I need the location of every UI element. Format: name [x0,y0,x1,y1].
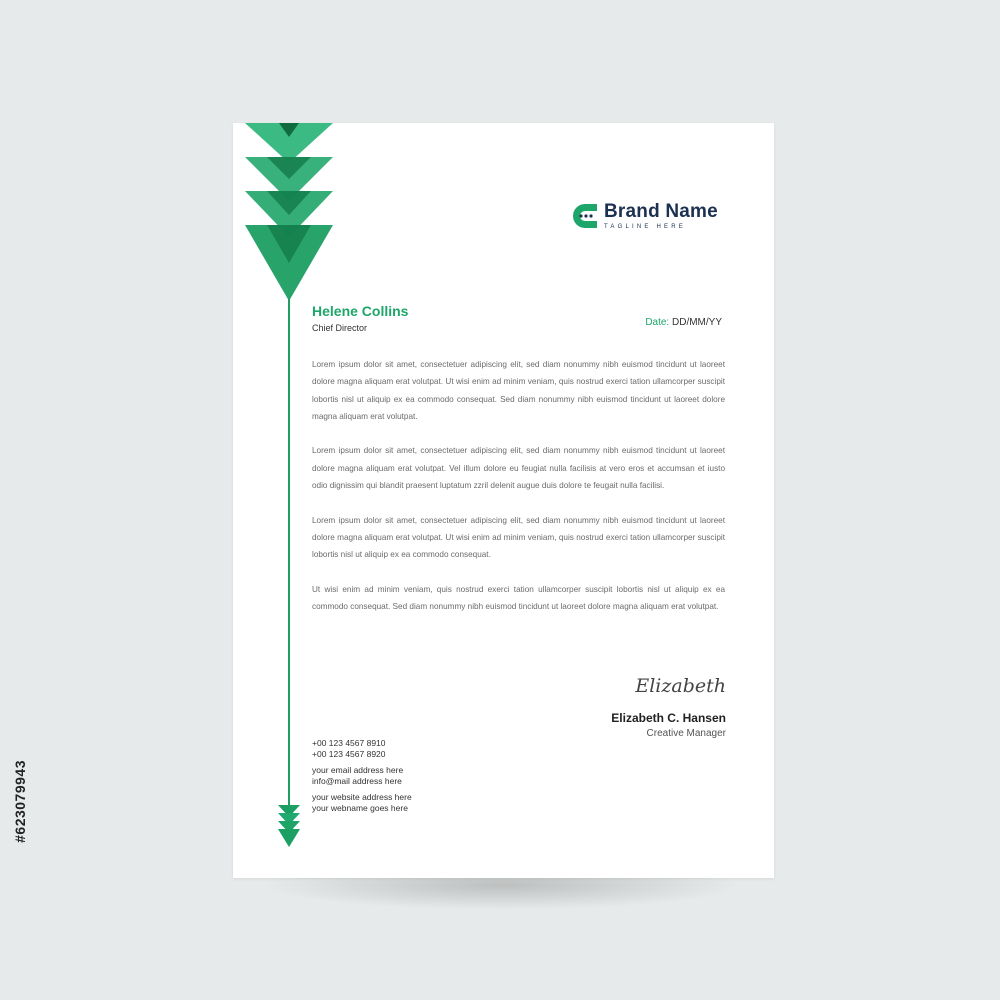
sender-title: Chief Director [312,323,368,333]
body-paragraph: Lorem ipsum dolor sit amet, consectetuer adipiscing elit, sed diam nonummy nibh euismod tincidunt ut laoreet dolore magna aliquam erat volutpat. Ut wisi enim ad minim veniam, quis nostrud exerci tation ullamcorper suscipit lobortis nisl ut aliquip ex ea commodo consequat. [312,515,725,560]
brand-tagline: TAGLINE HERE [604,224,686,230]
letter-body [312,356,725,633]
email-address: info@mail address here [312,775,402,786]
body-paragraph: Lorem ipsum dolor sit amet, consectetuer adipiscing elit, sed diam nonummy nibh euismod tincidunt ut laoreet dolore magna aliquam erat volutpat. Vel illum dolore eu feugiat nulla facilisis at vero eros et accumsan et iusto odio dignissim qui blandit praesent luptatum zzril delenit augue duis dolore te feugait nulla facilisi. [312,446,725,491]
body-paragraph: Lorem ipsum dolor sit amet, consectetuer adipiscing elit, sed diam nonummy nibh euismod tincidunt ut laoreet dolore magna aliquam erat volutpat. Ut wisi enim ad minim veniam, quis nostrud exerci tation ullamcorper suscipit lobortis nisl ut aliquip ex ea commodo consequat. Sed diam nonummy nibh euismod tincidunt ut laoreet dolore magna aliquam erat volutpat. [312,360,725,421]
email-address: your email address here [312,765,404,775]
phone-number: +00 123 4567 8910 [312,738,386,748]
website-address: your website address here [312,792,412,802]
brand-block [571,202,718,230]
date-line [645,317,722,328]
date-label: Date: [645,317,670,328]
email-group [312,765,412,786]
signatory-name: Elizabeth C. Hansen [611,711,726,725]
body-paragraph: Ut wisi enim ad minim veniam, quis nostrud exerci tation ullamcorper suscipit lobortis nisl ut aliquip ex ea commodo consequat. Sed diam nonummy nibh euismod tincidunt ut laoreet dolore magna aliquam erat volutpat. [312,584,725,612]
vertical-accent-line [288,298,290,808]
signatory-role: Creative Manager [646,728,726,739]
date-value: DD/MM/YY [672,317,722,328]
phone-number: +00 123 4567 8920 [312,748,386,759]
website-group [312,792,412,813]
letterhead-page [233,123,774,878]
stock-id-label: #623079943 [12,760,28,843]
website-address: your webname goes here [312,802,408,813]
brand-logo-icon [571,202,599,230]
sender-name: Helene Collins [312,303,409,319]
brand-name: Brand Name [604,201,718,222]
signature-script: Elizabeth [635,675,726,697]
contact-block [312,738,412,819]
phone-group [312,738,412,759]
